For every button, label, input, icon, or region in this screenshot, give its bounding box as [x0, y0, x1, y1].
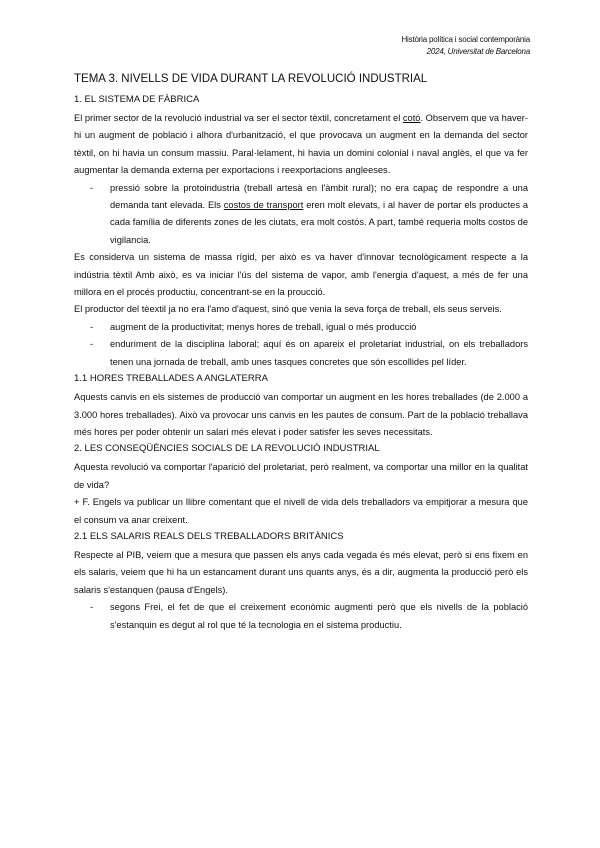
text-run: . Observem que va haver-hi un augment de població i alhora d'urbanització, el que provocava un augment en la demanda del sector tèxtil, on hi havia un consum massiu. Paral·lelament, hi havia un domini colonial i naval anglès, el que va fer augmentar la demanda externa per exportacions i reexportacions angleeses.: [74, 113, 528, 176]
bullet-dash: -: [90, 339, 94, 350]
text-run: segons Frei, el fet de que el creixement econòmic augmenti però que els nivells de la població s'estanquin es degut al rol que té la tecnologia en el sistema productiu.: [110, 602, 528, 630]
list-item: [74, 599, 528, 634]
section-2-1-paragraph: Respecte al PIB, veiem que a mesura que passen els anys cada vegada és més elevat, però si ens fixem en els salaris, veiem que hi ha un estancament durant uns quants anys, és a dir, augmenta la producció però els salaris s'estanquen (pausa d'Engels).: [74, 549, 528, 595]
page-header: [401, 34, 530, 58]
section-1-1-paragraph: Aquests canvis en els sistemes de producció van comportar un augment en les hores treballades (de 2.000 a 3.000 hores treballades). Això va provocar uns canvis en les pautes de consum. Part de la població treballava més hores per poder obtenir un salari més elevat i poder satisfer les seves necessitats.: [74, 392, 528, 437]
list-item: [74, 336, 528, 371]
section-2-heading: 2. LES CONSEQÜÈNCIES SOCIALS DE LA REVOLUCIÓ INDUSTRIAL: [74, 443, 380, 455]
section-1-paragraph-3: El productor del tèextil ja no era l'amo d'aquest, sinó que venia la seva força de treball, els seus serveis.: [74, 304, 502, 315]
document-title: TEMA 3. NIVELLS DE VIDA DURANT LA REVOLUCIÓ INDUSTRIAL: [74, 73, 428, 85]
bullet-dash: -: [90, 182, 94, 193]
underlined-term-coto: cotó: [402, 113, 421, 123]
list-item: [74, 319, 528, 336]
section-2-paragraph-2: + F. Engels va publicar un llibre comentant que el nivell de vida dels treballadors va empitjorar a mesura que el consum va anar creixent.: [74, 497, 528, 525]
section-2-paragraph-1: Aquesta revolució va comportar l'aparició del proletariat, però realment, va comportar una millor en la qualitat de vida?: [74, 462, 528, 490]
section-1-bullet-list-1: [74, 180, 528, 250]
list-item: [74, 180, 528, 250]
bullet-dash: -: [90, 602, 94, 613]
header-course: Història política i social contemporània: [401, 35, 530, 44]
section-1-paragraph-1: [74, 110, 528, 180]
section-2-1-heading: 2.1 ELS SALARIS REALS DELS TREBALLADORS BRITÀNICS: [74, 530, 344, 542]
underlined-term-costos-de-transport: costos de transport: [223, 200, 304, 211]
header-year-university: 2024, Universitat de Barcelona: [426, 47, 530, 56]
section-1-paragraph-2: Es considerva un sistema de massa rígid, per això es va haver d'innovar tecnològicament respecte a la indústria tèxtil Amb això, es va iniciar l'ús del sistema de vapor, amb l'energia d'aquest, a més de fer una millora en el procés productiu, concentrant-se en la proucció.: [74, 252, 528, 298]
text-run: enduriment de la disciplina laboral; aquí és on apareix el proletariat industrial, on els treballadors tenen una jornada de treball, amb unes tasques concretes que són escollides pel líder.: [110, 339, 528, 367]
text-run: pressió sobre la protoindustria (treball artesà en l'àmbit rural); no era capaç de respondre a una demanda tant elevada. Els: [110, 182, 528, 211]
text-run: eren molt elevats, i al haver de portar els productes a cada família de diferents zones de les ciutats, era molt costós. A part, també requeria molts costos de vigilancia.: [110, 200, 528, 245]
text-run: El primer sector de la revolució industrial va ser el sector tèxtil, concretament el: [74, 113, 403, 123]
section-1-heading: 1. EL SISTEMA DE FÀBRICA: [74, 94, 200, 105]
section-1-bullet-list-2: [74, 319, 528, 371]
section-1-1-heading: 1.1 HORES TREBALLADES A ANGLATERRA: [74, 373, 268, 385]
document-body: [74, 72, 528, 634]
bullet-dash: -: [90, 321, 94, 332]
section-2-1-bullet-list: [74, 599, 528, 634]
text-run: augment de la productivitat; menys hores de treball, igual o més producció: [110, 321, 417, 332]
